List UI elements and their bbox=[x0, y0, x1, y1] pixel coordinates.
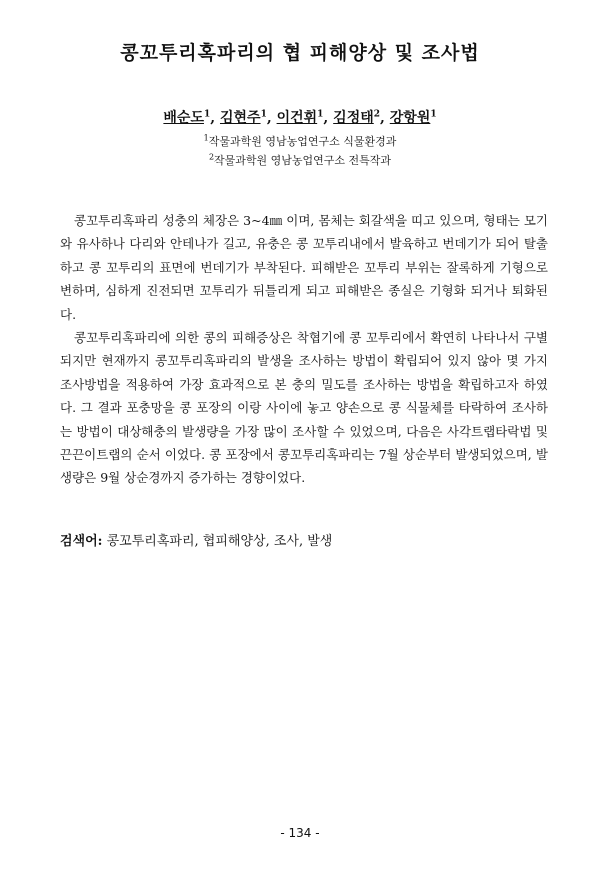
author bbox=[220, 110, 277, 126]
author-affiliation-mark: 2 bbox=[373, 109, 381, 120]
affiliation-text: 작물과학원 영남농업연구소 식물환경과 bbox=[208, 135, 397, 148]
affiliation-mark: 2 bbox=[208, 152, 215, 162]
keywords bbox=[60, 530, 548, 549]
author-name: 김현주 bbox=[219, 110, 261, 126]
affiliation-mark: 1 bbox=[203, 133, 209, 143]
author bbox=[277, 110, 334, 126]
author-separator: , bbox=[266, 110, 277, 126]
abstract-paragraph: 콩꼬투리혹파리에 의한 콩의 피해증상은 착협기에 콩 꼬투리에서 확연히 나타나서 구별되지만 현재까지 콩꼬투리혹파리의 발생을 조사하는 방법이 확립되어 있지 않아 몇 가지 조사방법을 적용하여 가장 효과적으로 본 충의 밀도를 조사하는 방법을 확립하고자 하였다. 그 결과 포충망을 콩 포장의 이랑 사이에 놓고 양손으로 콩 식물체를 타락하여 조사하는 방법이 대상해충의 발생량을 가장 많이 조사할 수 있었으며, 다음은 사각트랩타락법 및 끈끈이트랩의 순서 이었다. 콩 포장에서 콩꼬투리혹파리는 7월 상순부터 발생되었으며, 발생량은 9월 상순경까지 증가하는 경향이었다. bbox=[60, 330, 548, 486]
abstract-paragraph: 콩꼬투리혹파리 성충의 체장은 3~4㎜ 이며, 몸체는 회갈색을 띠고 있으며, 형태는 모기와 유사하나 다리와 안테나가 길고, 유충은 콩 꼬투리내에서 발육하고 번데기가 되어 탈출하고 콩 꼬투리의 표면에 번데기가 부착된다. 피해받은 꼬투리 부위는 잘록하게 기형으로 변하며, 심하게 진전되면 꼬투리가 뒤틀리게 되고 피해받은 종실은 기형화 되거나 퇴화된다. bbox=[60, 213, 548, 322]
author-name: 김정태 bbox=[333, 110, 374, 126]
author-affiliation-mark: 1 bbox=[203, 109, 211, 120]
keywords-text: 콩꼬투리혹파리, 협피해양상, 조사, 발생 bbox=[106, 534, 333, 549]
author bbox=[333, 110, 390, 126]
abstract bbox=[60, 209, 548, 490]
paper-title: 콩꼬투리혹파리의 협 피해양상 및 조사법 bbox=[120, 42, 480, 64]
author-name: 배순도 bbox=[163, 110, 204, 126]
author-list bbox=[0, 107, 600, 127]
author bbox=[163, 110, 220, 126]
author-separator: , bbox=[323, 110, 334, 126]
author-affiliation-mark: 1 bbox=[430, 109, 437, 120]
affiliation bbox=[0, 152, 600, 168]
author-separator: , bbox=[380, 110, 390, 126]
author-affiliation-mark: 1 bbox=[260, 109, 267, 120]
keywords-label: 검색어: bbox=[60, 534, 103, 549]
author-name: 이건휘 bbox=[276, 110, 318, 126]
author-name: 강항원 bbox=[389, 110, 431, 126]
author-separator: , bbox=[210, 110, 220, 126]
author-affiliation-mark: 1 bbox=[317, 109, 324, 120]
affiliation bbox=[0, 133, 600, 149]
affiliation-text: 작물과학원 영남농업연구소 전특작과 bbox=[214, 154, 392, 167]
page-number: - 134 - bbox=[280, 826, 320, 840]
author bbox=[390, 110, 437, 126]
